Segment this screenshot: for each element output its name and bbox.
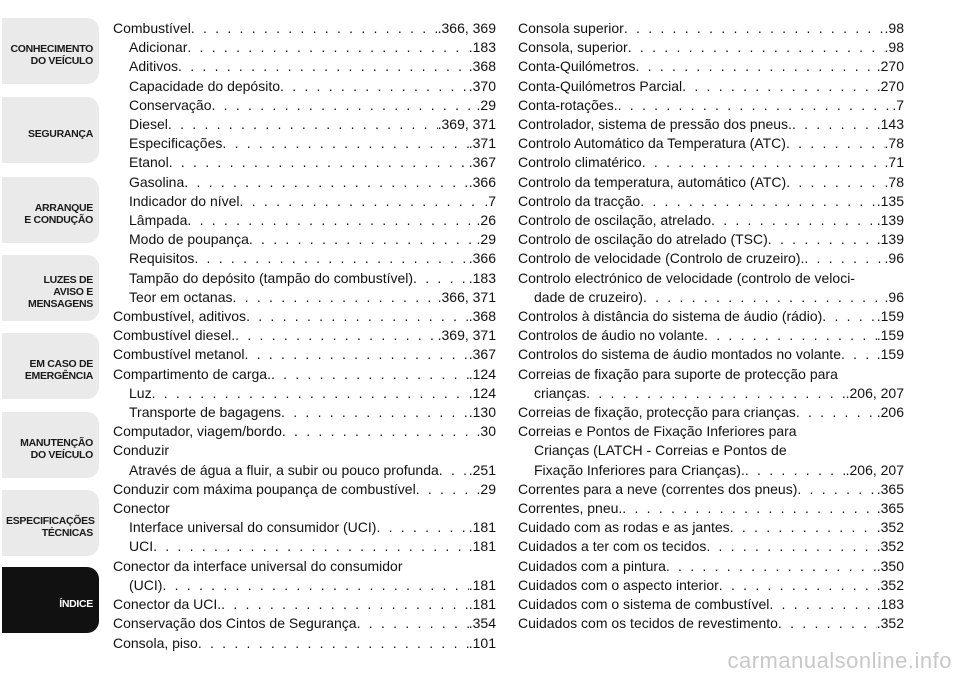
entry-label: dade de cruzeiro) xyxy=(534,288,643,305)
index-entry xyxy=(518,518,904,537)
entry-label: Cuidado com as rodas e as jantes xyxy=(518,519,730,536)
entry-page: .350 xyxy=(876,557,904,574)
leader-dots xyxy=(804,249,884,268)
index-entry xyxy=(113,326,496,345)
entry-page: .183 xyxy=(468,269,496,286)
index-entry xyxy=(518,173,904,192)
leader-dots xyxy=(184,173,468,192)
index-column-left xyxy=(113,19,496,653)
leader-dots xyxy=(778,614,877,633)
entry-label: Controlo da temperatura, automático (ATC) xyxy=(518,173,787,190)
tab-section-0[interactable] xyxy=(2,18,99,84)
entry-label: UCI xyxy=(129,538,154,555)
index-entry xyxy=(113,422,496,441)
index-entry xyxy=(518,134,904,153)
leader-dots xyxy=(786,134,885,153)
entry-label: Combustível, aditivos xyxy=(113,308,247,325)
tab-label: ESPECIFICAÇÕES TÉCNICAS xyxy=(6,515,95,539)
entry-page: .181 xyxy=(468,519,496,536)
tab-section-6[interactable] xyxy=(2,490,99,556)
entry-label: Controlos à distância do sistema de áudio (rádio) xyxy=(518,308,823,325)
leader-dots xyxy=(682,77,877,96)
entry-page: .30 xyxy=(476,423,496,440)
index-entry xyxy=(518,557,904,576)
index-entry xyxy=(518,38,904,57)
entry-page: .368 xyxy=(468,58,496,75)
index-entry xyxy=(518,614,904,633)
index-entry xyxy=(518,211,904,230)
entry-page: .206, 207 xyxy=(845,461,904,478)
index-entry xyxy=(113,57,496,76)
entry-page: .270 xyxy=(876,58,904,75)
index-entry xyxy=(113,537,496,556)
entry-page: .352 xyxy=(876,519,904,536)
entry-label: Controlo de velocidade (Controlo de cruzeiro). xyxy=(518,250,805,267)
entry-page: .7 xyxy=(892,96,904,113)
entry-label: Indicador do nível xyxy=(129,192,240,209)
entry-label: Adicionar xyxy=(129,39,188,56)
leader-dots xyxy=(249,230,477,249)
index-entry xyxy=(113,403,496,422)
entry-page: .135 xyxy=(876,192,904,209)
leader-dots xyxy=(822,307,876,326)
entry-label: Requisitos xyxy=(129,250,195,267)
entry-label: Cuidados com o sistema de combustível xyxy=(518,596,770,613)
entry-page: .366, 369 xyxy=(437,20,496,36)
entry-page: .143 xyxy=(876,116,904,133)
leader-dots xyxy=(704,326,877,345)
entry-page: .159 xyxy=(876,308,904,325)
entry-label: Cuidados a ter com os tecidos xyxy=(518,538,707,555)
entry-page: .71 xyxy=(884,154,904,171)
leader-dots xyxy=(240,192,485,211)
index-entry xyxy=(518,230,904,249)
leader-dots xyxy=(622,499,876,518)
leader-dots xyxy=(194,249,468,268)
leader-dots xyxy=(586,384,845,403)
index-entry xyxy=(113,384,496,403)
leader-dots xyxy=(841,345,877,364)
index-entry: Conduzir xyxy=(113,442,170,459)
entry-label: Consola superior xyxy=(518,20,624,36)
tab-section-3[interactable] xyxy=(2,255,99,321)
leader-dots xyxy=(376,518,468,537)
leader-dots xyxy=(640,192,877,211)
leader-dots xyxy=(235,326,437,345)
entry-page: .181 xyxy=(468,538,496,555)
index-entry xyxy=(113,173,496,192)
leader-dots xyxy=(282,422,477,441)
entry-label: Conta-rotações. xyxy=(518,96,618,113)
entry-page: .98 xyxy=(884,39,904,56)
leader-dots xyxy=(187,38,468,57)
entry-label: Transporte de bagagens xyxy=(129,404,282,421)
entry-label: Combustível metanol xyxy=(113,346,245,363)
entry-label: Conservação xyxy=(129,96,212,113)
entry-label: Conservação dos Cintos de Segurança xyxy=(113,615,357,632)
entry-label: crianças xyxy=(534,384,587,401)
leader-dots xyxy=(416,480,477,499)
index-entry xyxy=(518,384,904,403)
leader-dots xyxy=(618,96,893,115)
entry-page: .366, 371 xyxy=(437,288,496,305)
entry-page: .251 xyxy=(468,461,496,478)
page-number: 378 xyxy=(14,601,56,629)
entry-label: Cuidados com os tecidos de revestimento xyxy=(518,615,778,632)
leader-dots xyxy=(281,403,469,422)
entry-page: .96 xyxy=(884,288,904,305)
entry-page: .181 xyxy=(468,596,496,613)
entry-label: Controlador, sistema de pressão dos pneus. xyxy=(518,116,792,133)
index-entry xyxy=(518,115,904,134)
index-entry xyxy=(113,19,496,38)
entry-label: Controlos do sistema de áudio montados no volante xyxy=(518,346,841,363)
tab-label: ARRANQUE E CONDUÇÃO xyxy=(24,202,93,226)
index-entry xyxy=(518,345,904,364)
entry-label: Conduzir com máxima poupança de combustível xyxy=(113,480,416,497)
entry-label: Correias de fixação, protecção para crianças xyxy=(518,404,796,421)
leader-dots xyxy=(222,134,468,153)
entry-page: .159 xyxy=(876,346,904,363)
entry-label: Correntes para a neve (correntes dos pneus) xyxy=(518,480,798,497)
tab-label: MANUTENÇÃO DO VEÍCULO xyxy=(20,437,93,461)
entry-label: (UCI) xyxy=(129,576,163,593)
entry-page: .183 xyxy=(876,596,904,613)
entry-page: .365 xyxy=(876,500,904,517)
entry-label: Controlo da tracção xyxy=(518,192,641,209)
index-entry xyxy=(113,576,496,595)
entry-page: .124 xyxy=(468,365,496,382)
leader-dots xyxy=(628,38,885,57)
entry-label: Capacidade do depósito xyxy=(129,77,281,94)
leader-dots xyxy=(413,269,469,288)
entry-page: .29 xyxy=(476,480,496,497)
leader-dots xyxy=(233,288,438,307)
entry-label: Cuidados com a pintura xyxy=(518,557,666,574)
leader-dots xyxy=(636,57,877,76)
entry-label: Combustível diesel. xyxy=(113,327,236,344)
section-sidebar xyxy=(0,0,100,678)
index-entry: Crianças (LATCH - Correias e Pontos de xyxy=(534,442,787,459)
tab-section-1[interactable] xyxy=(2,97,99,163)
leader-dots xyxy=(797,480,876,499)
index-entry xyxy=(113,307,496,326)
tab-label: LUZES DE AVISO E MENSAGENS xyxy=(28,274,93,310)
tab-section-5[interactable] xyxy=(2,412,99,478)
entry-page: .98 xyxy=(884,20,904,36)
index-entry xyxy=(113,345,496,364)
entry-label: Gasolina xyxy=(129,173,185,190)
entry-page: .352 xyxy=(876,615,904,632)
entry-page: .7 xyxy=(484,192,496,209)
index-column-right xyxy=(518,19,904,634)
index-entry xyxy=(113,249,496,268)
entry-page: .206 xyxy=(876,404,904,421)
leader-dots xyxy=(198,634,469,653)
entry-page: .78 xyxy=(884,173,904,190)
index-entry xyxy=(518,461,904,480)
leader-dots xyxy=(643,288,885,307)
tab-label: EM CASO DE EMERGÊNCIA xyxy=(24,358,93,382)
leader-dots xyxy=(178,57,469,76)
leader-dots xyxy=(246,307,469,326)
entry-page: .139 xyxy=(876,231,904,248)
leader-dots xyxy=(221,595,469,614)
leader-dots xyxy=(245,345,469,364)
index-entry xyxy=(518,57,904,76)
entry-page: .366 xyxy=(468,173,496,190)
leader-dots xyxy=(706,537,876,556)
leader-dots xyxy=(357,614,469,633)
leader-dots xyxy=(169,153,469,172)
entry-label: Controlo de oscilação, atrelado xyxy=(518,212,712,229)
leader-dots xyxy=(719,576,877,595)
entry-page: .369, 371 xyxy=(437,327,496,344)
index-entry xyxy=(113,96,496,115)
entry-page: .369, 371 xyxy=(437,116,496,133)
index-entry: Conector xyxy=(113,500,170,517)
index-entry xyxy=(113,38,496,57)
entry-page: .365 xyxy=(876,480,904,497)
leader-dots xyxy=(280,77,469,96)
entry-label: Tampão do depósito (tampão do combustível) xyxy=(129,269,414,286)
leader-dots xyxy=(642,153,885,172)
leader-dots xyxy=(168,115,438,134)
index-entry xyxy=(518,307,904,326)
leader-dots xyxy=(711,211,877,230)
entry-label: Consola, piso xyxy=(113,634,198,651)
entry-page: .367 xyxy=(468,346,496,363)
entry-label: Diesel xyxy=(129,116,168,133)
leader-dots xyxy=(796,403,877,422)
index-entry xyxy=(113,461,496,480)
leader-dots xyxy=(162,576,468,595)
entry-label: Correntes, pneu. xyxy=(518,500,623,517)
index-entry xyxy=(113,595,496,614)
index-entry xyxy=(518,288,904,307)
leader-dots xyxy=(152,384,469,403)
entry-label: Controlo climatérico xyxy=(518,154,642,171)
index-entry xyxy=(113,134,496,153)
leader-dots xyxy=(212,96,477,115)
entry-label: Combustível xyxy=(113,20,191,36)
index-entry xyxy=(518,326,904,345)
index-entry xyxy=(518,77,904,96)
entry-label: Aditivos xyxy=(129,58,179,75)
leader-dots xyxy=(439,461,469,480)
entry-page: .366 xyxy=(468,250,496,267)
leader-dots xyxy=(792,115,877,134)
leader-dots xyxy=(187,211,476,230)
entry-label: Compartimento de carga. xyxy=(113,365,271,382)
entry-label: Teor em octanas xyxy=(129,288,233,305)
entry-page: .368 xyxy=(468,308,496,325)
entry-page: .78 xyxy=(884,135,904,152)
leader-dots xyxy=(153,537,469,556)
entry-page: .270 xyxy=(876,77,904,94)
entry-page: .371 xyxy=(468,135,496,152)
entry-label: Computador, viagem/bordo xyxy=(113,423,282,440)
index-entry xyxy=(518,249,904,268)
index-entry xyxy=(113,480,496,499)
index-entry xyxy=(518,96,904,115)
entry-label: Controlo Automático da Temperatura (ATC) xyxy=(518,135,786,152)
leader-dots xyxy=(745,461,846,480)
entry-page: .139 xyxy=(876,212,904,229)
entry-page: .159 xyxy=(876,327,904,344)
index-entry: Correias de fixação para suporte de protecção para xyxy=(518,365,838,382)
tab-label: CONHECIMENTO DO VEÍCULO xyxy=(10,43,93,67)
entry-page: .181 xyxy=(468,576,496,593)
tab-section-2[interactable] xyxy=(2,177,99,243)
index-entry xyxy=(518,19,904,38)
leader-dots xyxy=(624,19,885,38)
entry-label: Consola, superior xyxy=(518,39,628,56)
entry-label: Através de água a fluir, a subir ou pouco profunda xyxy=(129,461,439,478)
entry-label: Controlos de áudio no volante xyxy=(518,327,705,344)
entry-page: .29 xyxy=(476,231,496,248)
entry-page: .352 xyxy=(876,576,904,593)
entry-label: Interface universal do consumidor (UCI) xyxy=(129,519,377,536)
entry-page: .29 xyxy=(476,96,496,113)
index-entry xyxy=(518,537,904,556)
index-entry: Controlo electrónico de velocidade (controlo de veloci- xyxy=(518,269,855,286)
index-entry xyxy=(518,499,904,518)
entry-label: Conta-Quilómetros Parcial xyxy=(518,77,683,94)
index-entry xyxy=(113,77,496,96)
index-entry xyxy=(113,365,496,384)
index-entry xyxy=(518,403,904,422)
entry-page: .183 xyxy=(468,39,496,56)
entry-label: Especificações xyxy=(129,135,223,152)
entry-page: .101 xyxy=(468,634,496,651)
tab-label: ÍNDICE xyxy=(59,598,93,610)
entry-page: .206, 207 xyxy=(845,384,904,401)
entry-label: Cuidados com o aspecto interior xyxy=(518,576,719,593)
entry-label: Fixação Inferiores para Crianças). xyxy=(534,461,745,478)
entry-page: .26 xyxy=(476,212,496,229)
leader-dots xyxy=(271,365,469,384)
index-entry xyxy=(113,614,496,633)
index-entry: Correias e Pontos de Fixação Inferiores para xyxy=(518,423,797,440)
entry-page: .124 xyxy=(468,384,496,401)
index-entry xyxy=(113,115,496,134)
index-entry xyxy=(113,518,496,537)
entry-page: .96 xyxy=(884,250,904,267)
entry-page: .370 xyxy=(468,77,496,94)
leader-dots xyxy=(730,518,877,537)
entry-label: Luz xyxy=(129,384,152,401)
index-entry xyxy=(518,192,904,211)
index-entry xyxy=(518,480,904,499)
index-entry xyxy=(113,230,496,249)
index-entry xyxy=(518,153,904,172)
index-entry xyxy=(518,595,904,614)
entry-label: Controlo de oscilação do atrelado (TSC) xyxy=(518,231,768,248)
index-entry xyxy=(113,288,496,307)
leader-dots xyxy=(769,595,876,614)
entry-page: .367 xyxy=(468,154,496,171)
tab-label: SEGURANÇA xyxy=(28,128,93,140)
index-entry xyxy=(113,153,496,172)
index-entry xyxy=(113,211,496,230)
leader-dots xyxy=(666,557,877,576)
entry-page: .354 xyxy=(468,615,496,632)
tab-section-4[interactable] xyxy=(2,333,99,399)
watermark: carmanualsonline.info xyxy=(727,648,952,673)
index-entry xyxy=(113,269,496,288)
entry-label: Modo de poupança xyxy=(129,231,249,248)
entry-label: Etanol xyxy=(129,154,169,171)
leader-dots xyxy=(768,230,877,249)
entry-label: Lâmpada xyxy=(129,212,188,229)
entry-label: Conector da UCI. xyxy=(113,596,222,613)
entry-label: Conta-Quilómetros xyxy=(518,58,636,75)
index-entry xyxy=(113,192,496,211)
index-entry xyxy=(518,576,904,595)
leader-dots xyxy=(786,173,884,192)
leader-dots xyxy=(191,19,438,38)
index-entry: Conector da interface universal do consumidor xyxy=(113,557,403,574)
entry-page: .352 xyxy=(876,538,904,555)
entry-page: .130 xyxy=(468,404,496,421)
index-entry xyxy=(113,634,496,653)
